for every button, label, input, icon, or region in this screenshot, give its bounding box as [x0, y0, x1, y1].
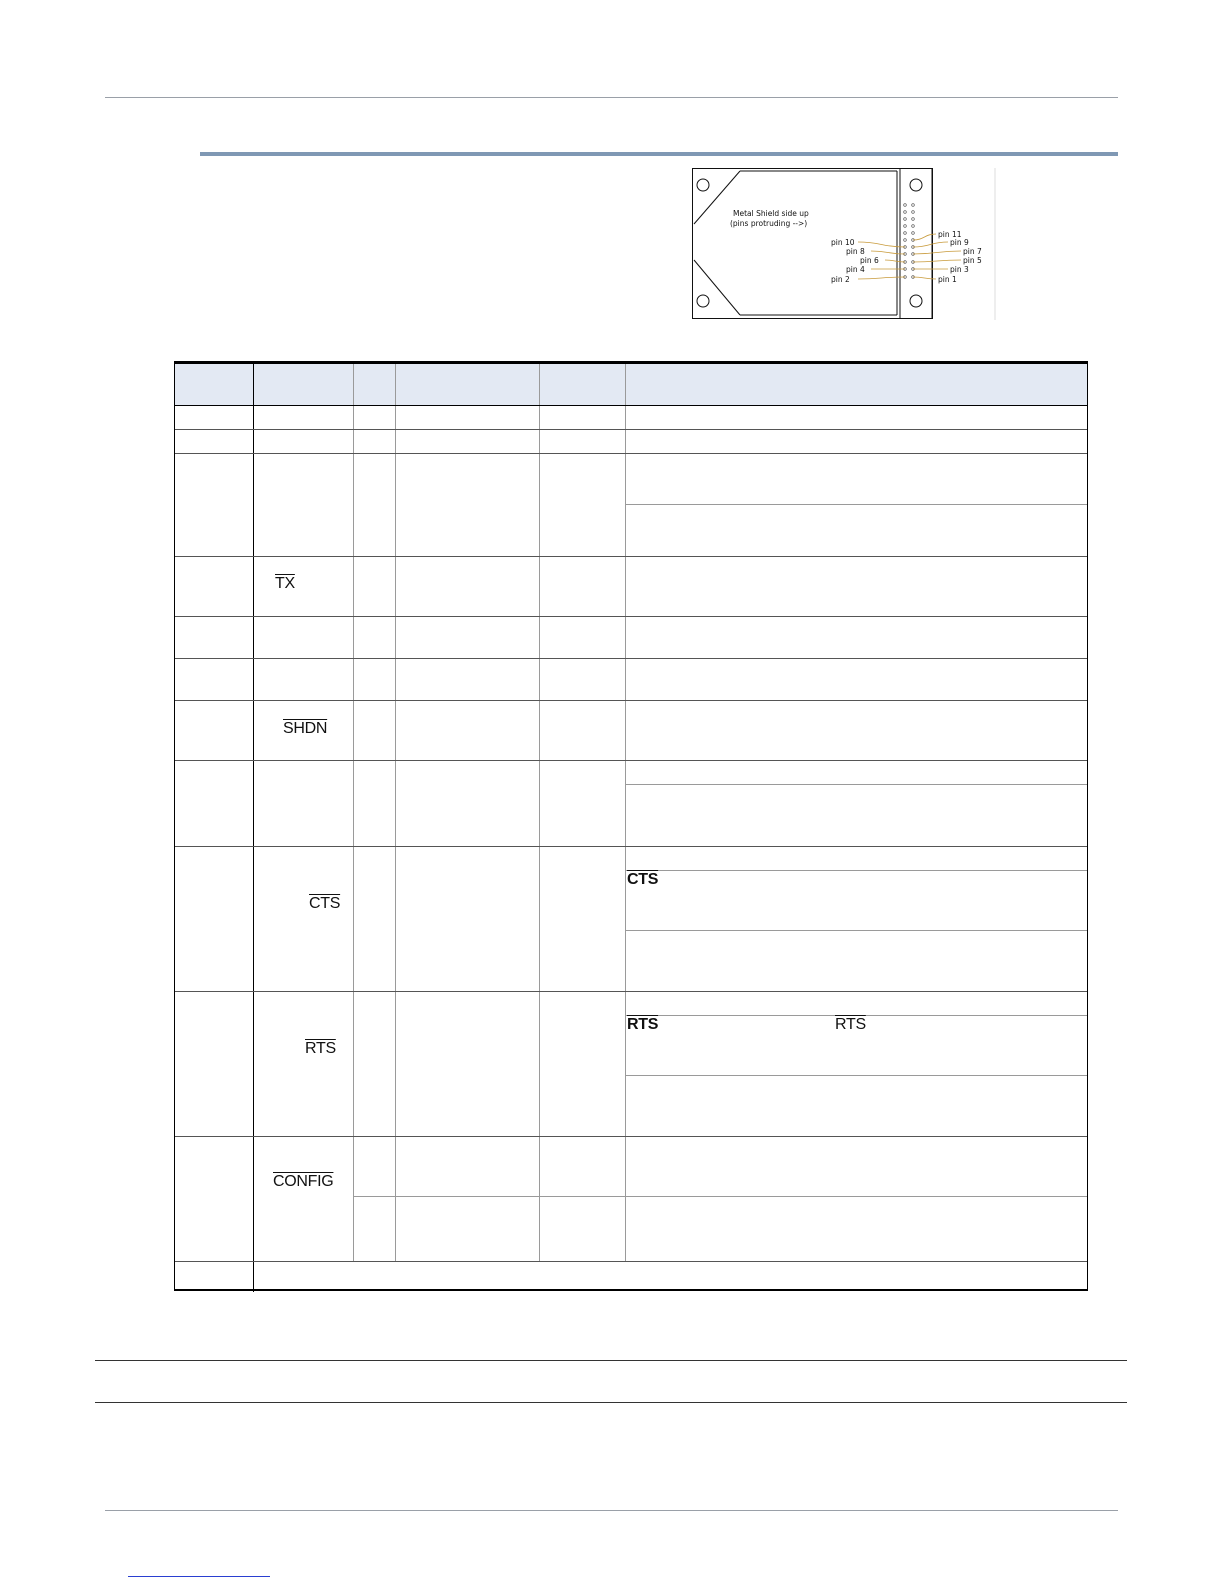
subrow-divider	[625, 784, 1087, 785]
pin-dot	[904, 218, 907, 221]
signal-name-shdn: SHDN	[283, 720, 328, 737]
signal-name-cts: $\overline{CTS}$	[309, 895, 341, 912]
row-divider	[175, 616, 1087, 617]
section-title-rule	[200, 152, 1118, 156]
mounting-hole-icon	[910, 295, 922, 307]
subrow-divider	[625, 504, 1087, 505]
figure-caption-line2: (pins protruding -->)	[730, 219, 808, 228]
module-pinout-figure	[692, 168, 1002, 320]
pin-signal-table	[174, 361, 1088, 1291]
footer-rule	[105, 1510, 1118, 1511]
row-divider	[175, 1261, 1087, 1262]
pin-dot	[912, 225, 915, 228]
column-divider	[253, 364, 254, 1292]
pin-label-right: pin 11	[938, 230, 962, 239]
page-rule	[95, 1360, 1127, 1361]
pin-label-left: pin 2	[831, 275, 850, 284]
figure-caption-line1: Metal Shield side up	[733, 209, 809, 218]
pin-label-right: pin 5	[963, 256, 982, 265]
pin-dot	[912, 232, 915, 235]
page-rule	[95, 1402, 1127, 1403]
row-divider	[175, 405, 1087, 406]
header-rule	[105, 97, 1118, 98]
signal-name-config: CONFIG	[273, 1173, 334, 1190]
pin-label-left: pin 4	[846, 265, 865, 274]
signal-name-rts: $\overline{RTS}$	[305, 1040, 336, 1057]
row-divider	[175, 556, 1087, 557]
row-divider	[175, 991, 1087, 992]
column-divider	[353, 364, 354, 1261]
footer-link[interactable]	[128, 1576, 270, 1577]
column-divider	[395, 364, 396, 1261]
row-divider	[175, 700, 1087, 701]
module-outline-drawing	[692, 168, 1002, 320]
mounting-hole-icon	[910, 179, 922, 191]
pin-dot	[912, 211, 915, 214]
subrow-divider	[625, 1075, 1087, 1076]
pin-dot	[912, 218, 915, 221]
pin-dot	[904, 232, 907, 235]
pin-label-right: pin 7	[963, 247, 982, 256]
pin-label-right: pin 9	[950, 238, 969, 247]
description-signal-rts: $\overline{RTS}$	[835, 1016, 866, 1033]
row-divider	[175, 429, 1087, 430]
subrow-divider	[353, 1196, 1087, 1197]
pin-dot	[912, 204, 915, 207]
pin-label-left: pin 10	[831, 238, 855, 247]
description-signal-rts: $\overline{RTS}$	[627, 1016, 659, 1033]
pin-label-left: pin 6	[860, 256, 879, 265]
subrow-divider	[625, 930, 1087, 931]
pin-label-left: pin 8	[846, 247, 865, 256]
row-divider	[175, 453, 1087, 454]
mounting-hole-icon	[697, 295, 709, 307]
column-divider	[539, 364, 540, 1261]
row-divider	[175, 658, 1087, 659]
pin-dot	[904, 239, 907, 242]
pin-label-right: pin 3	[950, 265, 969, 274]
signal-name-tx: $\overline{TX}$	[275, 575, 295, 592]
column-divider	[625, 364, 626, 1261]
row-divider	[175, 760, 1087, 761]
pin-dot	[904, 211, 907, 214]
table-header-row	[175, 364, 1087, 405]
pin-label-right: pin 1	[938, 275, 957, 284]
description-signal-cts: $\overline{CTS}$	[627, 871, 659, 888]
subrow-divider	[625, 870, 1087, 871]
mounting-hole-icon	[697, 179, 709, 191]
pin-dot	[904, 225, 907, 228]
row-divider	[175, 846, 1087, 847]
pin-dot	[904, 204, 907, 207]
row-divider	[175, 1136, 1087, 1137]
